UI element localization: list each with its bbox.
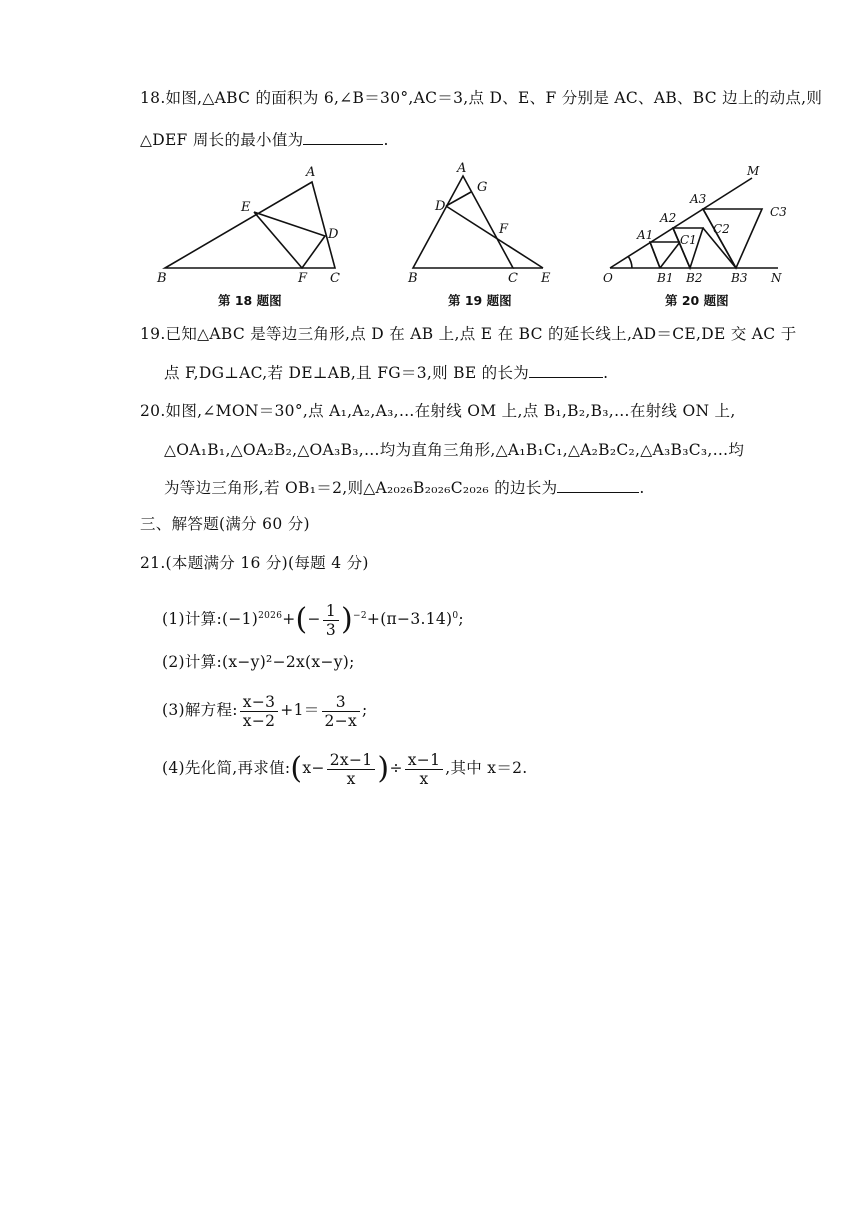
q18-line2-end: . bbox=[383, 131, 389, 149]
fig20-caption: 第 20 题图 bbox=[665, 293, 729, 308]
triangle-a1b1c1 bbox=[650, 242, 680, 268]
p4-fraction1 bbox=[327, 751, 376, 788]
fig19-label-c: C bbox=[508, 271, 518, 286]
left-paren: ( bbox=[290, 751, 303, 786]
q19-line2-text: 点 F,DG⊥AC,若 DE⊥AB,且 FG＝3,则 BE 的长为 bbox=[164, 364, 530, 382]
figure-18 bbox=[165, 182, 335, 268]
q19-line2-end: . bbox=[603, 364, 609, 382]
p3-fraction1 bbox=[240, 693, 279, 730]
fig20-label-c1: C1 bbox=[680, 233, 697, 247]
fig20-label-a1: A1 bbox=[637, 228, 654, 242]
p3-f2-num: 3 bbox=[322, 693, 361, 712]
fig19-label-e: E bbox=[541, 271, 551, 286]
q19-line2 bbox=[164, 361, 608, 383]
q21-part2: (2)计算:(x−y)²−2x(x−y); bbox=[162, 653, 355, 671]
p1-exp3: 0 bbox=[452, 611, 459, 621]
figure-20-labels bbox=[603, 164, 787, 285]
fig20-label-c2: C2 bbox=[713, 222, 730, 236]
fig18-label-a: A bbox=[306, 165, 316, 180]
fig19-caption: 第 19 题图 bbox=[448, 293, 512, 308]
fig19-label-a: A bbox=[457, 161, 467, 176]
q18-line2-text: △DEF 周长的最小值为 bbox=[140, 131, 304, 149]
q20-line3-text: 为等边三角形,若 OB₁＝2,则△A₂₀₂₆B₂₀₂₆C₂₀₂₆ 的边长为 bbox=[164, 479, 558, 497]
p4-fraction2 bbox=[405, 751, 444, 788]
fig19-label-b: B bbox=[408, 271, 418, 286]
fig20-label-a2: A2 bbox=[660, 211, 677, 225]
p4-f1-den: x bbox=[346, 769, 356, 788]
fig20-label-n: N bbox=[771, 271, 782, 285]
p1-fraction bbox=[323, 602, 339, 639]
fig19-label-g: G bbox=[477, 180, 488, 195]
fig18-caption: 第 18 题图 bbox=[218, 293, 282, 308]
p3-prefix: (3)解方程: bbox=[162, 701, 238, 719]
fig18-label-c: C bbox=[330, 271, 340, 286]
fig19-label-d: D bbox=[435, 199, 446, 214]
p1-end: ; bbox=[458, 610, 464, 629]
p4-x: x− bbox=[302, 759, 325, 777]
q21-part1: (1)计算$:(-1)^{2026}+(-$ $\frac{1}{3}$ )$^{-2}+(\pi-3.14)^0$; bbox=[162, 601, 464, 639]
q19-line1: 19.已知△ABC 是等边三角形,点 D 在 AB 上,点 E 在 BC 的延长线上,AD＝CE,DE 交 AC 于 bbox=[140, 325, 797, 343]
fig18-label-e: E bbox=[241, 200, 251, 215]
fig20-label-b1: B1 bbox=[657, 271, 674, 285]
p4-f2-den: x bbox=[419, 769, 429, 788]
left-paren: ( bbox=[295, 602, 308, 638]
answer-blank bbox=[557, 478, 639, 493]
ray-om bbox=[610, 178, 752, 268]
fig20-label-b3: B3 bbox=[731, 271, 748, 285]
p3-mid: +1＝ bbox=[280, 701, 320, 719]
p1-exp2: −2 bbox=[353, 611, 367, 621]
segment-c1b1 bbox=[660, 242, 680, 268]
triangle-def-18 bbox=[254, 212, 325, 268]
p3-end: ; bbox=[362, 701, 368, 719]
p4-prefix: (4)先化简,再求值: bbox=[162, 759, 291, 777]
fig20-label-c3: C3 bbox=[770, 205, 787, 219]
fig20-label-o: O bbox=[603, 271, 613, 285]
right-paren: ) bbox=[377, 751, 390, 786]
p3-f1-num: x−3 bbox=[240, 693, 279, 712]
p3-f1-den: x−2 bbox=[242, 711, 276, 730]
fig20-label-m: M bbox=[747, 164, 760, 178]
q21-header: 21.(本题满分 16 分)(每题 4 分) bbox=[140, 554, 369, 572]
p1-prefix: (1)计算:(−1) bbox=[162, 610, 259, 629]
fig19-label-f: F bbox=[499, 222, 509, 237]
answer-blank bbox=[529, 363, 603, 378]
fig18-label-b: B bbox=[157, 271, 167, 286]
p1-exp: 2026 bbox=[258, 611, 283, 621]
figures-svg bbox=[0, 0, 867, 320]
p4-f2-num: x−1 bbox=[405, 751, 444, 770]
q20-line1: 20.如图,∠MON＝30°,点 A₁,A₂,A₃,…在射线 OM 上,点 B₁,B₂,B₃,…在射线 ON 上, bbox=[140, 402, 736, 420]
p3-fraction2 bbox=[322, 693, 361, 730]
triangle-abc-18 bbox=[165, 182, 335, 268]
angle-mark bbox=[628, 256, 632, 268]
q20-line3 bbox=[164, 476, 645, 498]
q20-line2: △OA₁B₁,△OA₂B₂,△OA₃B₃,…均为直角三角形,△A₁B₁C₁,△A₂B₂C₂,△A₃B₃C₃,…均 bbox=[164, 441, 745, 459]
p1-plus: + bbox=[282, 610, 296, 629]
p1-frac-num: 1 bbox=[323, 602, 339, 621]
triangle-abc-19 bbox=[413, 176, 513, 268]
q21-part3 bbox=[162, 690, 368, 730]
fig20-label-b2: B2 bbox=[686, 271, 703, 285]
fig20-label-a3: A3 bbox=[690, 192, 707, 206]
p4-div: ÷ bbox=[389, 759, 403, 777]
p1-frac-den: 3 bbox=[325, 620, 337, 639]
q21-part4 bbox=[162, 748, 528, 789]
q20-line3-end: . bbox=[639, 479, 645, 497]
q18-line1: 18.如图,△ABC 的面积为 6,∠B＝30°,AC＝3,点 D、E、F 分别是 AC、AB、BC 边上的动点,则 bbox=[140, 89, 823, 107]
section-title: 三、解答题(满分 60 分) bbox=[140, 515, 310, 533]
p4-end: ,其中 x＝2. bbox=[445, 759, 528, 777]
fig18-label-f: F bbox=[298, 271, 308, 286]
fig18-label-d: D bbox=[328, 227, 339, 242]
p1-tail: +(π−3.14) bbox=[366, 610, 453, 629]
segment-de bbox=[446, 206, 543, 268]
p4-f1-num: 2x−1 bbox=[327, 751, 376, 770]
right-paren: ) bbox=[341, 602, 354, 638]
p3-f2-den: 2−x bbox=[324, 711, 358, 730]
